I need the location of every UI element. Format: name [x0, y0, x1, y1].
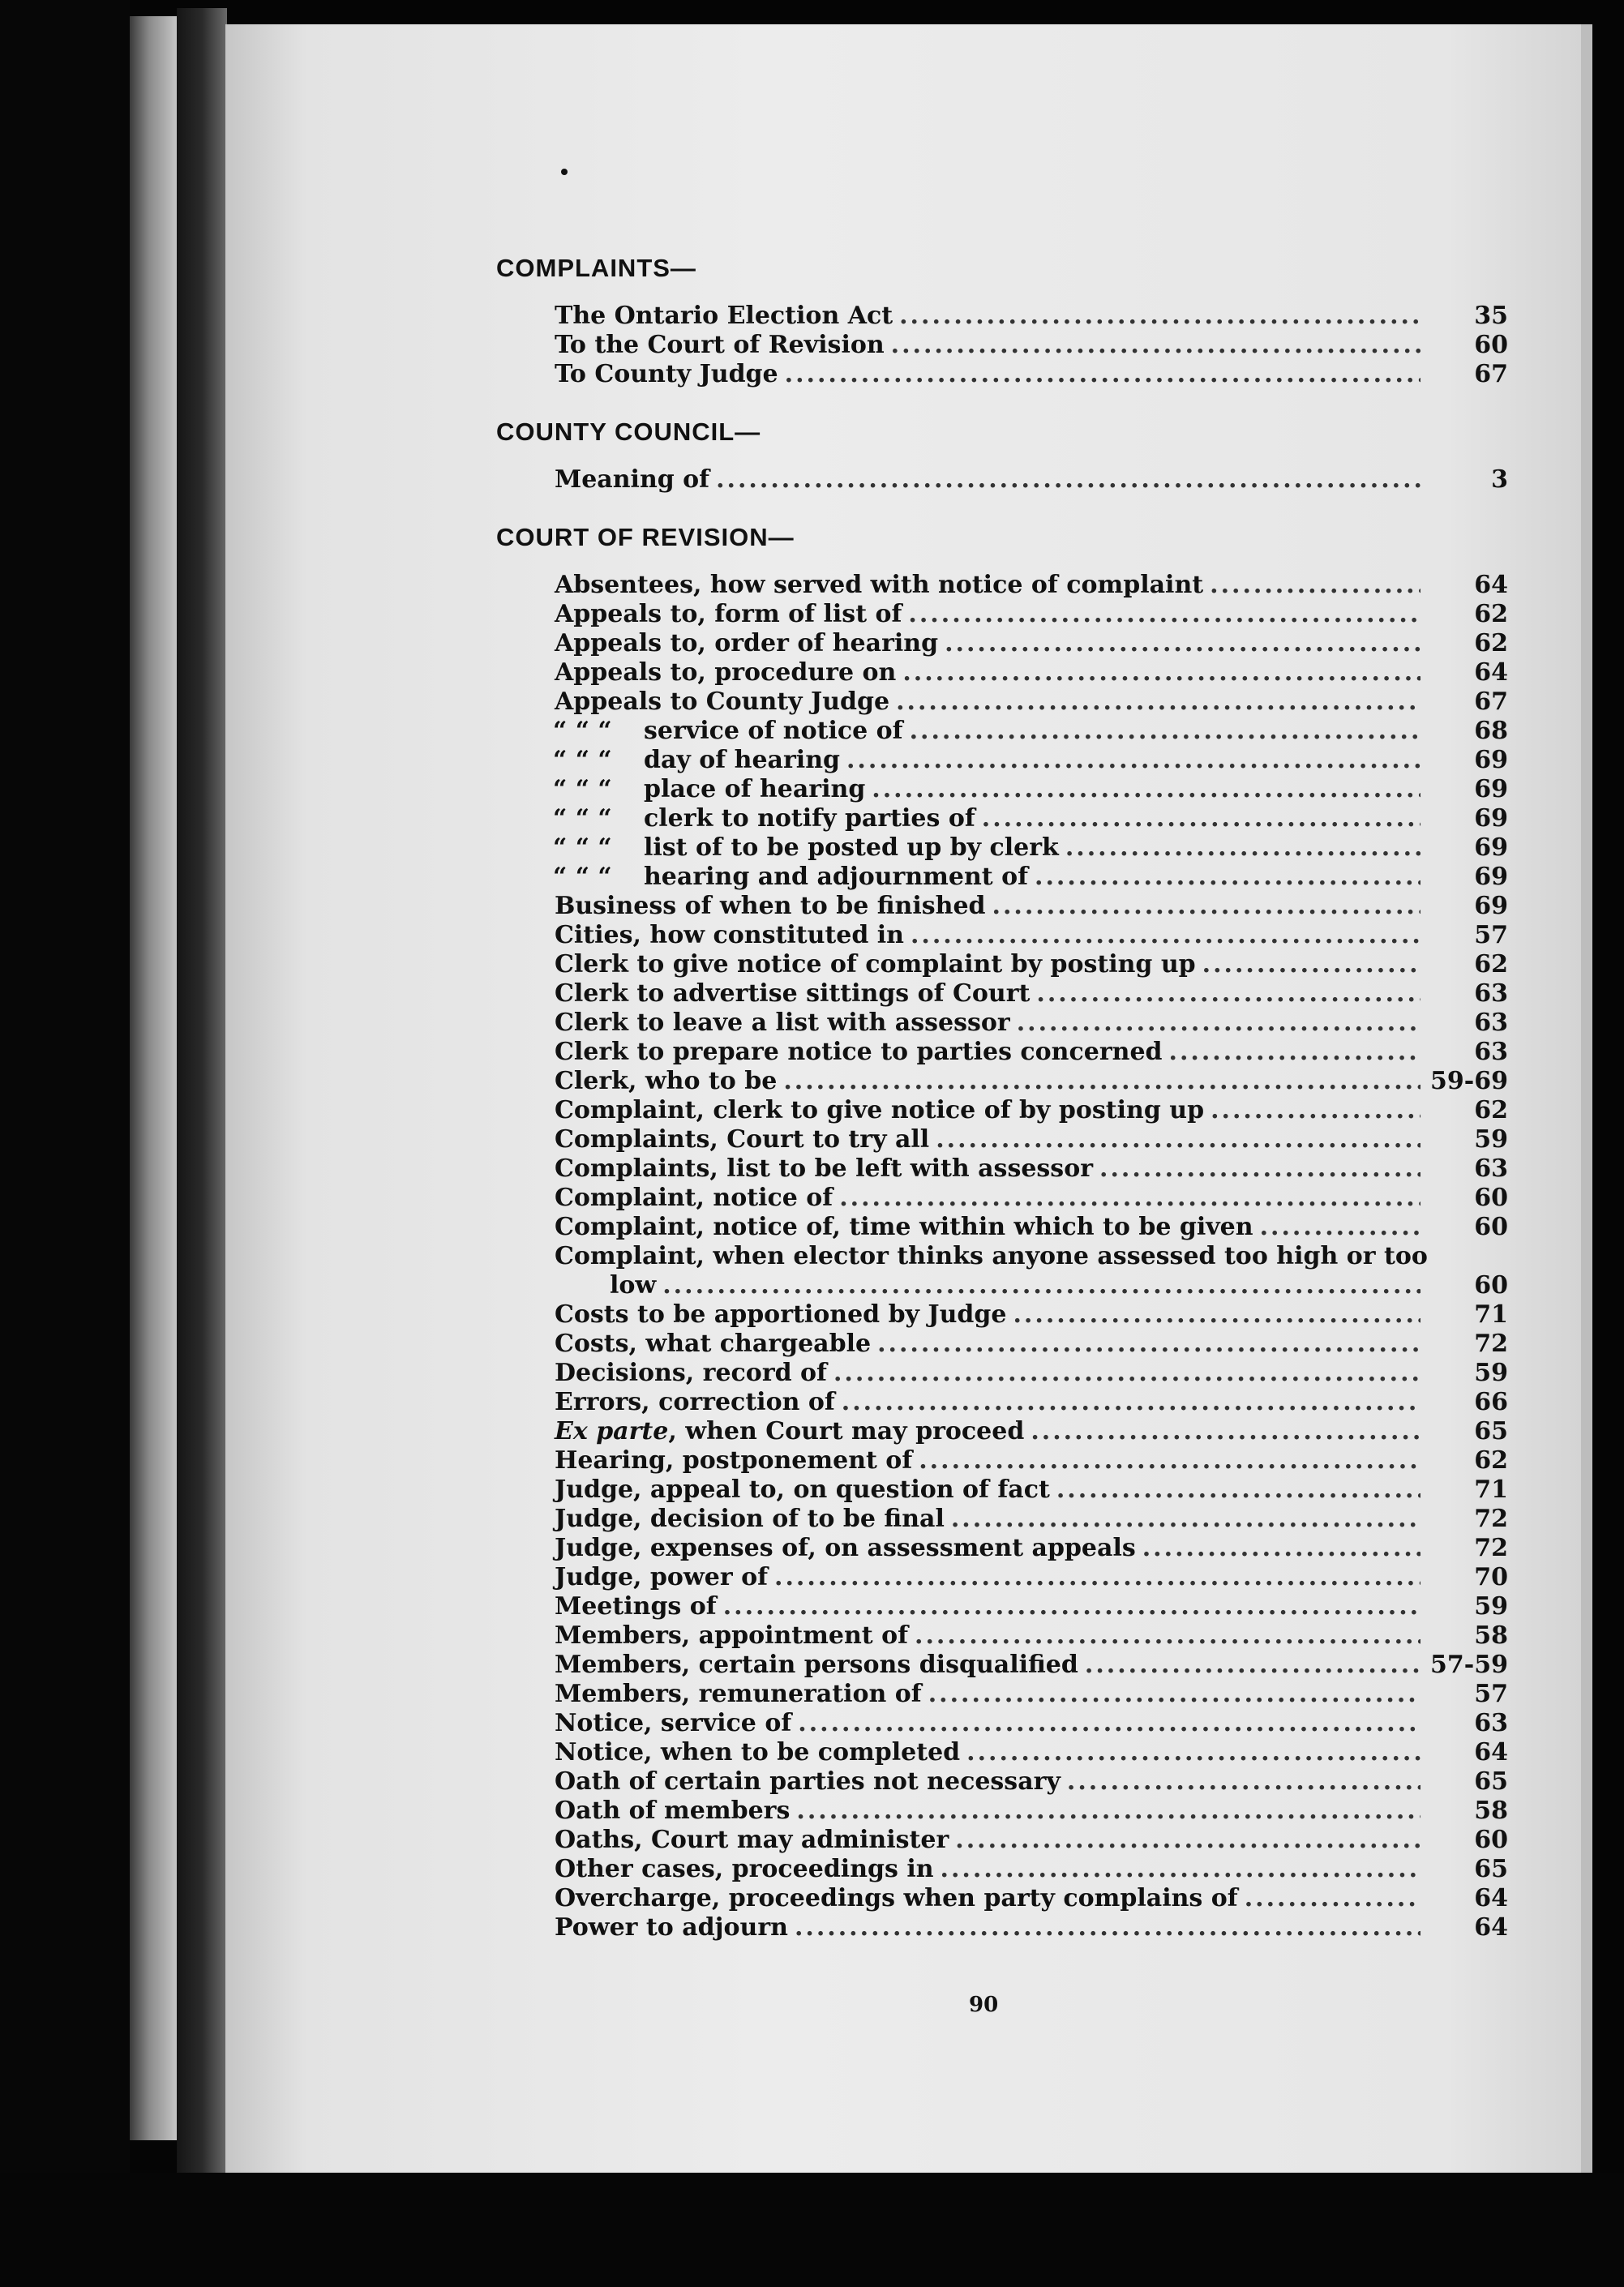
entry-text: Hearing, postponement of — [555, 1446, 913, 1475]
dot-leader — [783, 1067, 1420, 1096]
section-heading: COURT OF REVISION— — [496, 523, 795, 551]
ditto-marks: “ “ “ — [553, 863, 612, 891]
index-entry — [496, 1738, 1508, 1767]
page-reference: 64 — [1474, 1884, 1508, 1912]
entry-text: Appeals to, form of list of — [555, 600, 902, 628]
dot-leader — [891, 331, 1420, 360]
entry-text: Judge, power of — [555, 1563, 768, 1591]
entry-text-continued: low — [610, 1271, 657, 1300]
entry-text: Absentees, how served with notice of complaint — [555, 571, 1204, 599]
entry-text: Notice, when to be completed — [555, 1738, 961, 1767]
page-reference: 60 — [1474, 331, 1508, 359]
ditto-marks: “ “ “ — [553, 833, 612, 862]
entry-text: list of to be posted up by clerk — [644, 833, 1059, 862]
index-entry — [496, 1213, 1508, 1242]
entry-text: Appeals to County Judge — [555, 687, 890, 716]
index-section — [496, 253, 1508, 389]
page-reference: 64 — [1474, 658, 1508, 687]
dot-leader — [833, 1359, 1420, 1388]
dot-leader — [1036, 979, 1420, 1009]
entry-text: Judge, appeal to, on question of fact — [555, 1475, 1050, 1504]
entry-text: Complaint, clerk to give notice of by posting up — [555, 1096, 1205, 1124]
index-entry — [496, 465, 1508, 495]
index-entry — [496, 1184, 1508, 1213]
dot-leader — [846, 746, 1420, 775]
ditto-marks: “ “ “ — [553, 746, 612, 774]
index-entry — [496, 1767, 1508, 1797]
dot-leader — [872, 775, 1420, 804]
page-reference: 64 — [1474, 1738, 1508, 1767]
page-reference: 59 — [1474, 1592, 1508, 1621]
index-entry — [496, 687, 1508, 717]
dot-leader — [908, 600, 1420, 629]
entry-text: Members, remuneration of — [555, 1680, 922, 1708]
index-entry — [496, 1009, 1508, 1038]
index-entry — [496, 1709, 1508, 1738]
entry-text: Clerk to leave a list with assessor — [555, 1009, 1010, 1037]
index-entry — [496, 1096, 1508, 1125]
entry-italic: Ex parte — [555, 1417, 669, 1445]
entry-text: Clerk to advertise sittings of Court — [555, 979, 1031, 1008]
index-section — [496, 417, 1508, 495]
dot-leader — [919, 1446, 1420, 1475]
dot-leader — [1202, 950, 1420, 979]
index-entry — [496, 775, 1508, 804]
page-reference: 62 — [1474, 1446, 1508, 1475]
index-entry — [496, 1359, 1508, 1388]
index-entry — [496, 1038, 1508, 1067]
entry-text: Clerk to prepare notice to parties concerned — [555, 1038, 1163, 1066]
entry-text: Oath of members — [555, 1797, 791, 1825]
index-entry — [496, 1446, 1508, 1475]
entry-text: Members, certain persons disqualified — [555, 1651, 1078, 1679]
page-reference: 65 — [1474, 1855, 1508, 1883]
page-reference: 69 — [1474, 746, 1508, 774]
dot-leader — [796, 1797, 1420, 1826]
page-reference: 72 — [1474, 1330, 1508, 1358]
page-reference: 62 — [1474, 1096, 1508, 1124]
index-entry — [496, 1125, 1508, 1154]
dot-leader — [877, 1330, 1420, 1359]
page-reference: 69 — [1474, 833, 1508, 862]
page-reference: 3 — [1491, 465, 1508, 494]
entry-text: Judge, expenses of, on assessment appeals — [555, 1534, 1136, 1562]
page-reference: 69 — [1474, 863, 1508, 891]
index-entry — [496, 950, 1508, 979]
dot-leader — [966, 1738, 1420, 1767]
dot-leader — [785, 360, 1420, 389]
dot-leader — [915, 1621, 1420, 1651]
index-entry — [496, 1797, 1508, 1826]
page-reference: 57 — [1474, 921, 1508, 949]
dot-leader — [1056, 1475, 1420, 1505]
entry-text: clerk to notify parties of — [644, 804, 975, 833]
index-entry — [496, 1417, 1508, 1446]
dot-leader — [1067, 1767, 1420, 1797]
entry-text: Members, appointment of — [555, 1621, 909, 1650]
page-reference: 60 — [1474, 1184, 1508, 1212]
page-reference: 67 — [1474, 687, 1508, 716]
page-reference: 57 — [1474, 1680, 1508, 1708]
page-reference: 57-59 — [1430, 1651, 1508, 1679]
dot-leader — [1017, 1009, 1420, 1038]
entry-list — [496, 302, 1508, 389]
dot-leader — [941, 1855, 1420, 1884]
dot-leader — [902, 658, 1420, 687]
page-reference: 71 — [1474, 1300, 1508, 1329]
dot-leader — [1211, 1096, 1420, 1125]
page-reference: 69 — [1474, 775, 1508, 803]
page-number: 90 — [969, 1993, 999, 2017]
ditto-marks: “ “ “ — [553, 804, 612, 833]
page-reference: 64 — [1474, 571, 1508, 599]
entry-text: Errors, correction of — [555, 1388, 835, 1416]
dot-leader — [774, 1563, 1420, 1592]
dot-leader — [936, 1125, 1420, 1154]
index-entry — [496, 1913, 1508, 1942]
index-entry — [496, 1534, 1508, 1563]
dot-leader — [1260, 1213, 1420, 1242]
index-entry — [496, 863, 1508, 892]
entry-text: Costs to be apportioned by Judge — [555, 1300, 1007, 1329]
entry-text: Business of when to be finished — [555, 892, 986, 920]
page-reference: 59 — [1474, 1125, 1508, 1154]
index-entry — [496, 717, 1508, 746]
page-reference: 35 — [1474, 302, 1508, 330]
page-reference: 59-69 — [1430, 1067, 1508, 1095]
dot-leader — [896, 687, 1420, 717]
dot-leader — [662, 1271, 1420, 1300]
page-reference: 70 — [1474, 1563, 1508, 1591]
index-entry — [496, 302, 1508, 331]
dot-leader — [716, 465, 1420, 495]
page-right-edge — [1581, 24, 1592, 2173]
page-reference: 69 — [1474, 804, 1508, 833]
index-entry — [496, 921, 1508, 950]
page-reference: 63 — [1474, 1154, 1508, 1183]
book-binding — [177, 8, 227, 2181]
index-entry — [496, 1300, 1508, 1330]
speck-mark — [561, 169, 568, 175]
entry-text: Appeals to, order of hearing — [555, 629, 939, 657]
entry-text: Oath of certain parties not necessary — [555, 1767, 1061, 1796]
entry-list — [496, 465, 1508, 495]
dot-leader — [1210, 571, 1420, 600]
page-reference: 60 — [1474, 1213, 1508, 1241]
dot-leader — [1065, 833, 1420, 863]
entry-text: Costs, what chargeable — [555, 1330, 872, 1358]
page-reference: 62 — [1474, 950, 1508, 979]
entry-text: hearing and adjournment of — [644, 863, 1029, 891]
index-entry — [496, 804, 1508, 833]
page-reference: 63 — [1474, 1709, 1508, 1737]
index-entry — [496, 746, 1508, 775]
page-reference: 60 — [1474, 1826, 1508, 1854]
entry-text: Cities, how constituted in — [555, 921, 904, 949]
dot-leader — [1099, 1154, 1420, 1184]
page-reference: 72 — [1474, 1505, 1508, 1533]
dot-leader — [955, 1826, 1420, 1855]
entry-text: place of hearing — [644, 775, 866, 803]
entry-text — [555, 1417, 1024, 1446]
page-reference: 60 — [1474, 1271, 1508, 1300]
index-entry — [496, 1651, 1508, 1680]
dot-leader — [795, 1913, 1420, 1942]
entry-text-rest: , when Court may proceed — [668, 1417, 1025, 1445]
entry-text: Power to adjourn — [555, 1913, 788, 1942]
index-entry — [496, 360, 1508, 389]
page-reference: 72 — [1474, 1534, 1508, 1562]
index-entry-continued — [496, 1271, 1508, 1300]
page-reference: 62 — [1474, 600, 1508, 628]
entry-text: Judge, decision of to be final — [555, 1505, 945, 1533]
page-reference: 64 — [1474, 1913, 1508, 1942]
section-heading: COUNTY COUNCIL— — [496, 418, 761, 446]
dot-leader — [842, 1388, 1420, 1417]
page-reference: 63 — [1474, 1009, 1508, 1037]
index-entry — [496, 1826, 1508, 1855]
entry-list — [496, 571, 1508, 1942]
entry-text: Overcharge, proceedings when party complains of — [555, 1884, 1238, 1912]
scan-border-bottom — [0, 2173, 1624, 2287]
ditto-marks: “ “ “ — [553, 775, 612, 803]
entry-text: Clerk, who to be — [555, 1067, 778, 1095]
entry-text: Appeals to, procedure on — [555, 658, 897, 687]
dot-leader — [899, 302, 1420, 331]
entry-text: service of notice of — [644, 717, 903, 745]
page-reference: 66 — [1474, 1388, 1508, 1416]
index-entry — [496, 1884, 1508, 1913]
index-entry — [496, 1563, 1508, 1592]
dot-leader — [839, 1184, 1420, 1213]
index-entry — [496, 600, 1508, 629]
index-entry — [496, 571, 1508, 600]
index-entry — [496, 331, 1508, 360]
index-entry — [496, 1154, 1508, 1184]
index-entry — [496, 1475, 1508, 1505]
page-reference: 63 — [1474, 979, 1508, 1008]
entry-text: Oaths, Court may administer — [555, 1826, 949, 1854]
entry-text: Other cases, proceedings in — [555, 1855, 934, 1883]
dot-leader — [798, 1709, 1420, 1738]
index-content — [496, 253, 1508, 1970]
scan-border-left — [0, 0, 130, 2287]
index-entry — [496, 1067, 1508, 1096]
page-reference: 59 — [1474, 1359, 1508, 1387]
index-entry — [496, 1242, 1508, 1271]
entry-text: Clerk to give notice of complaint by posting up — [555, 950, 1196, 979]
scan-page-edge — [130, 16, 178, 2140]
index-entry — [496, 1388, 1508, 1417]
index-entry — [496, 979, 1508, 1009]
entry-text: Complaints, list to be left with assessor — [555, 1154, 1094, 1183]
dot-leader — [1085, 1651, 1420, 1680]
page-reference: 71 — [1474, 1475, 1508, 1504]
entry-text: Complaint, notice of, time within which to be given — [555, 1213, 1253, 1241]
entry-text: To County Judge — [555, 360, 778, 388]
page-reference: 68 — [1474, 717, 1508, 745]
entry-text: Notice, service of — [555, 1709, 792, 1737]
entry-text: Complaint, when elector thinks anyone assessed too high or too — [555, 1242, 1428, 1270]
section-heading: COMPLAINTS— — [496, 254, 696, 282]
index-entry — [496, 658, 1508, 687]
dot-leader — [1245, 1884, 1420, 1913]
dot-leader — [1013, 1300, 1420, 1330]
page-reference: 62 — [1474, 629, 1508, 657]
page-reference: 63 — [1474, 1038, 1508, 1066]
entry-text: Meetings of — [555, 1592, 717, 1621]
entry-text: To the Court of Revision — [555, 331, 885, 359]
index-entry — [496, 1855, 1508, 1884]
dot-leader — [1169, 1038, 1420, 1067]
dot-leader — [951, 1505, 1420, 1534]
index-entry — [496, 892, 1508, 921]
dot-leader — [1142, 1534, 1420, 1563]
dot-leader — [911, 921, 1420, 950]
dot-leader — [723, 1592, 1420, 1621]
dot-leader — [982, 804, 1420, 833]
index-entry — [496, 629, 1508, 658]
entry-text: Decisions, record of — [555, 1359, 827, 1387]
entry-text: The Ontario Election Act — [555, 302, 893, 330]
index-entry — [496, 1592, 1508, 1621]
dot-leader — [1031, 1417, 1420, 1446]
dot-leader — [928, 1680, 1420, 1709]
page-reference: 69 — [1474, 892, 1508, 920]
dot-leader — [945, 629, 1420, 658]
dot-leader — [992, 892, 1420, 921]
index-entry — [496, 1330, 1508, 1359]
index-entry — [496, 1621, 1508, 1651]
page-reference: 58 — [1474, 1797, 1508, 1825]
page-reference: 67 — [1474, 360, 1508, 388]
index-entry — [496, 833, 1508, 863]
dot-leader — [910, 717, 1420, 746]
page-reference: 58 — [1474, 1621, 1508, 1650]
entry-text: Meaning of — [555, 465, 710, 494]
page-reference: 65 — [1474, 1417, 1508, 1445]
entry-text: day of hearing — [644, 746, 840, 774]
dot-leader — [1035, 863, 1420, 892]
page-reference: 65 — [1474, 1767, 1508, 1796]
index-entry — [496, 1505, 1508, 1534]
index-entry — [496, 1680, 1508, 1709]
entry-text: Complaints, Court to try all — [555, 1125, 930, 1154]
entry-text: Complaint, notice of — [555, 1184, 833, 1212]
index-section — [496, 522, 1508, 1942]
ditto-marks: “ “ “ — [553, 717, 612, 745]
